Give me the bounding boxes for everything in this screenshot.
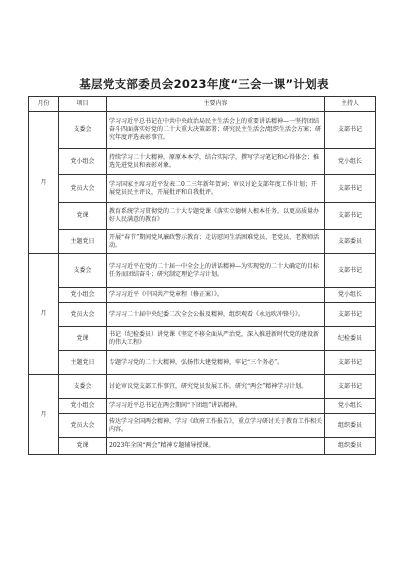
table-row [29,327,376,351]
table-row [29,303,376,327]
content-cell: 学习习二十届中央纪委二次全会公报及精神，组织观看《永远吹冲锋号》。 [107,303,325,327]
header-month: 月份 [29,97,59,112]
content-cell: 开展“春节”期间党风廉政警示教育；走访慰问生活困难党员、老党员、老教师活动。 [107,230,325,254]
content-cell: 学习习近平总书记在中共中央政治局民主生活会上的重要讲话精神—一坚持团结奋斗四面落实好党的二十大重大决策部署；研究民主生活会/组织生活会方案；研究年度评选表彰事宜。 [107,112,325,149]
host-cell: 纪检委员 [325,327,376,351]
header-content: 主要内容 [107,97,325,112]
table-row [29,414,376,438]
content-cell: 传达学习全国两会精神，学习《政府工作报告》，重点学习研讨关于教育工作相关内容。 [107,414,325,438]
table-row [29,175,376,203]
host-cell: 支部书记 [325,175,376,203]
content-cell: 教育系统学习贯彻党的二十大专题党课《落实立德树人根本任务，以更高质量办好人民满意的教育》 [107,203,325,230]
item-cell: 党小组会 [59,149,107,175]
item-cell: 党课 [59,438,107,455]
host-cell: 组织委员 [325,438,376,455]
host-cell: 支部委员 [325,230,376,254]
host-cell: 党小组长 [325,288,376,303]
item-cell: 主题党日 [59,351,107,375]
table-row [29,438,376,455]
table-row [29,351,376,375]
item-cell: 支委会 [59,375,107,399]
header-host: 主持人 [325,97,376,112]
table-row [29,203,376,230]
table-row [29,149,376,175]
item-cell: 支委会 [59,254,107,288]
host-cell: 支部书记 [325,375,376,399]
content-cell: 持续学习二十大精神，原原本本学，结合实际学，撰写学习笔记和心得体会；推选先进党员和表彰对象。 [107,149,325,175]
header-item: 项目 [59,97,107,112]
host-cell: 支部书记 [325,203,376,230]
item-cell: 党员大会 [59,175,107,203]
item-cell: 党员大会 [59,414,107,438]
content-cell: 学习习近平总书记在两会期间“下团组”讲话精神。 [107,399,325,414]
plan-table [28,96,376,455]
table-row [29,399,376,414]
content-cell: 讨论审议党支部工作事宜，研究党员发展工作，研究“两会”精神学习计划。 [107,375,325,399]
host-cell: 组织委员 [325,414,376,438]
item-cell: 党小组会 [59,399,107,414]
content-cell: 学习习近平在党的二十届一中全会上的讲话精神—为实现党的二十大确定的目标任务而团结奋斗；研究制定理论学习计划。 [107,254,325,288]
table-row [29,112,376,149]
table-header-row [29,97,376,112]
month-cell-3: 月 [29,375,59,455]
month-cell-2: 月 [29,254,59,375]
item-cell: 党课 [59,327,107,351]
item-cell: 党小组会 [59,288,107,303]
host-cell: 支部书记 [325,351,376,375]
host-cell: 支部书记 [325,112,376,149]
table-row [29,288,376,303]
item-cell: 党员大会 [59,303,107,327]
table-row [29,254,376,288]
content-cell: 2023年全国“两会”精神专题辅导授课。 [107,438,325,455]
content-cell: 学习习近平《中国共产党章程（修正案）》。 [107,288,325,303]
document-title: 基层党支部委员会2023年度“三会一课”计划表 [79,77,329,91]
content-cell: 学习国家主席习近平发表二0二三年新年贺词；审议讨论支部年度工作计划；开展党员民主评议，开展批评和自我批评。 [107,175,325,203]
host-cell: 支部书记 [325,303,376,327]
month-cell-1: 月 [29,112,59,254]
item-cell: 主题党日 [59,230,107,254]
content-cell: 专题学习党的二十大精神，弘扬伟大建党精神，牢记“三个务必”。 [107,351,325,375]
host-cell: 党小组长 [325,149,376,175]
table-row [29,230,376,254]
item-cell: 支委会 [59,112,107,149]
content-cell: 书记（纪检委员）讲党课《坚定不移全面从严治党，深入推进新时代党的建设新的伟大工程》 [107,327,325,351]
host-cell: 党小组长 [325,399,376,414]
host-cell: 支部书记 [325,254,376,288]
table-row [29,375,376,399]
item-cell: 党课 [59,203,107,230]
